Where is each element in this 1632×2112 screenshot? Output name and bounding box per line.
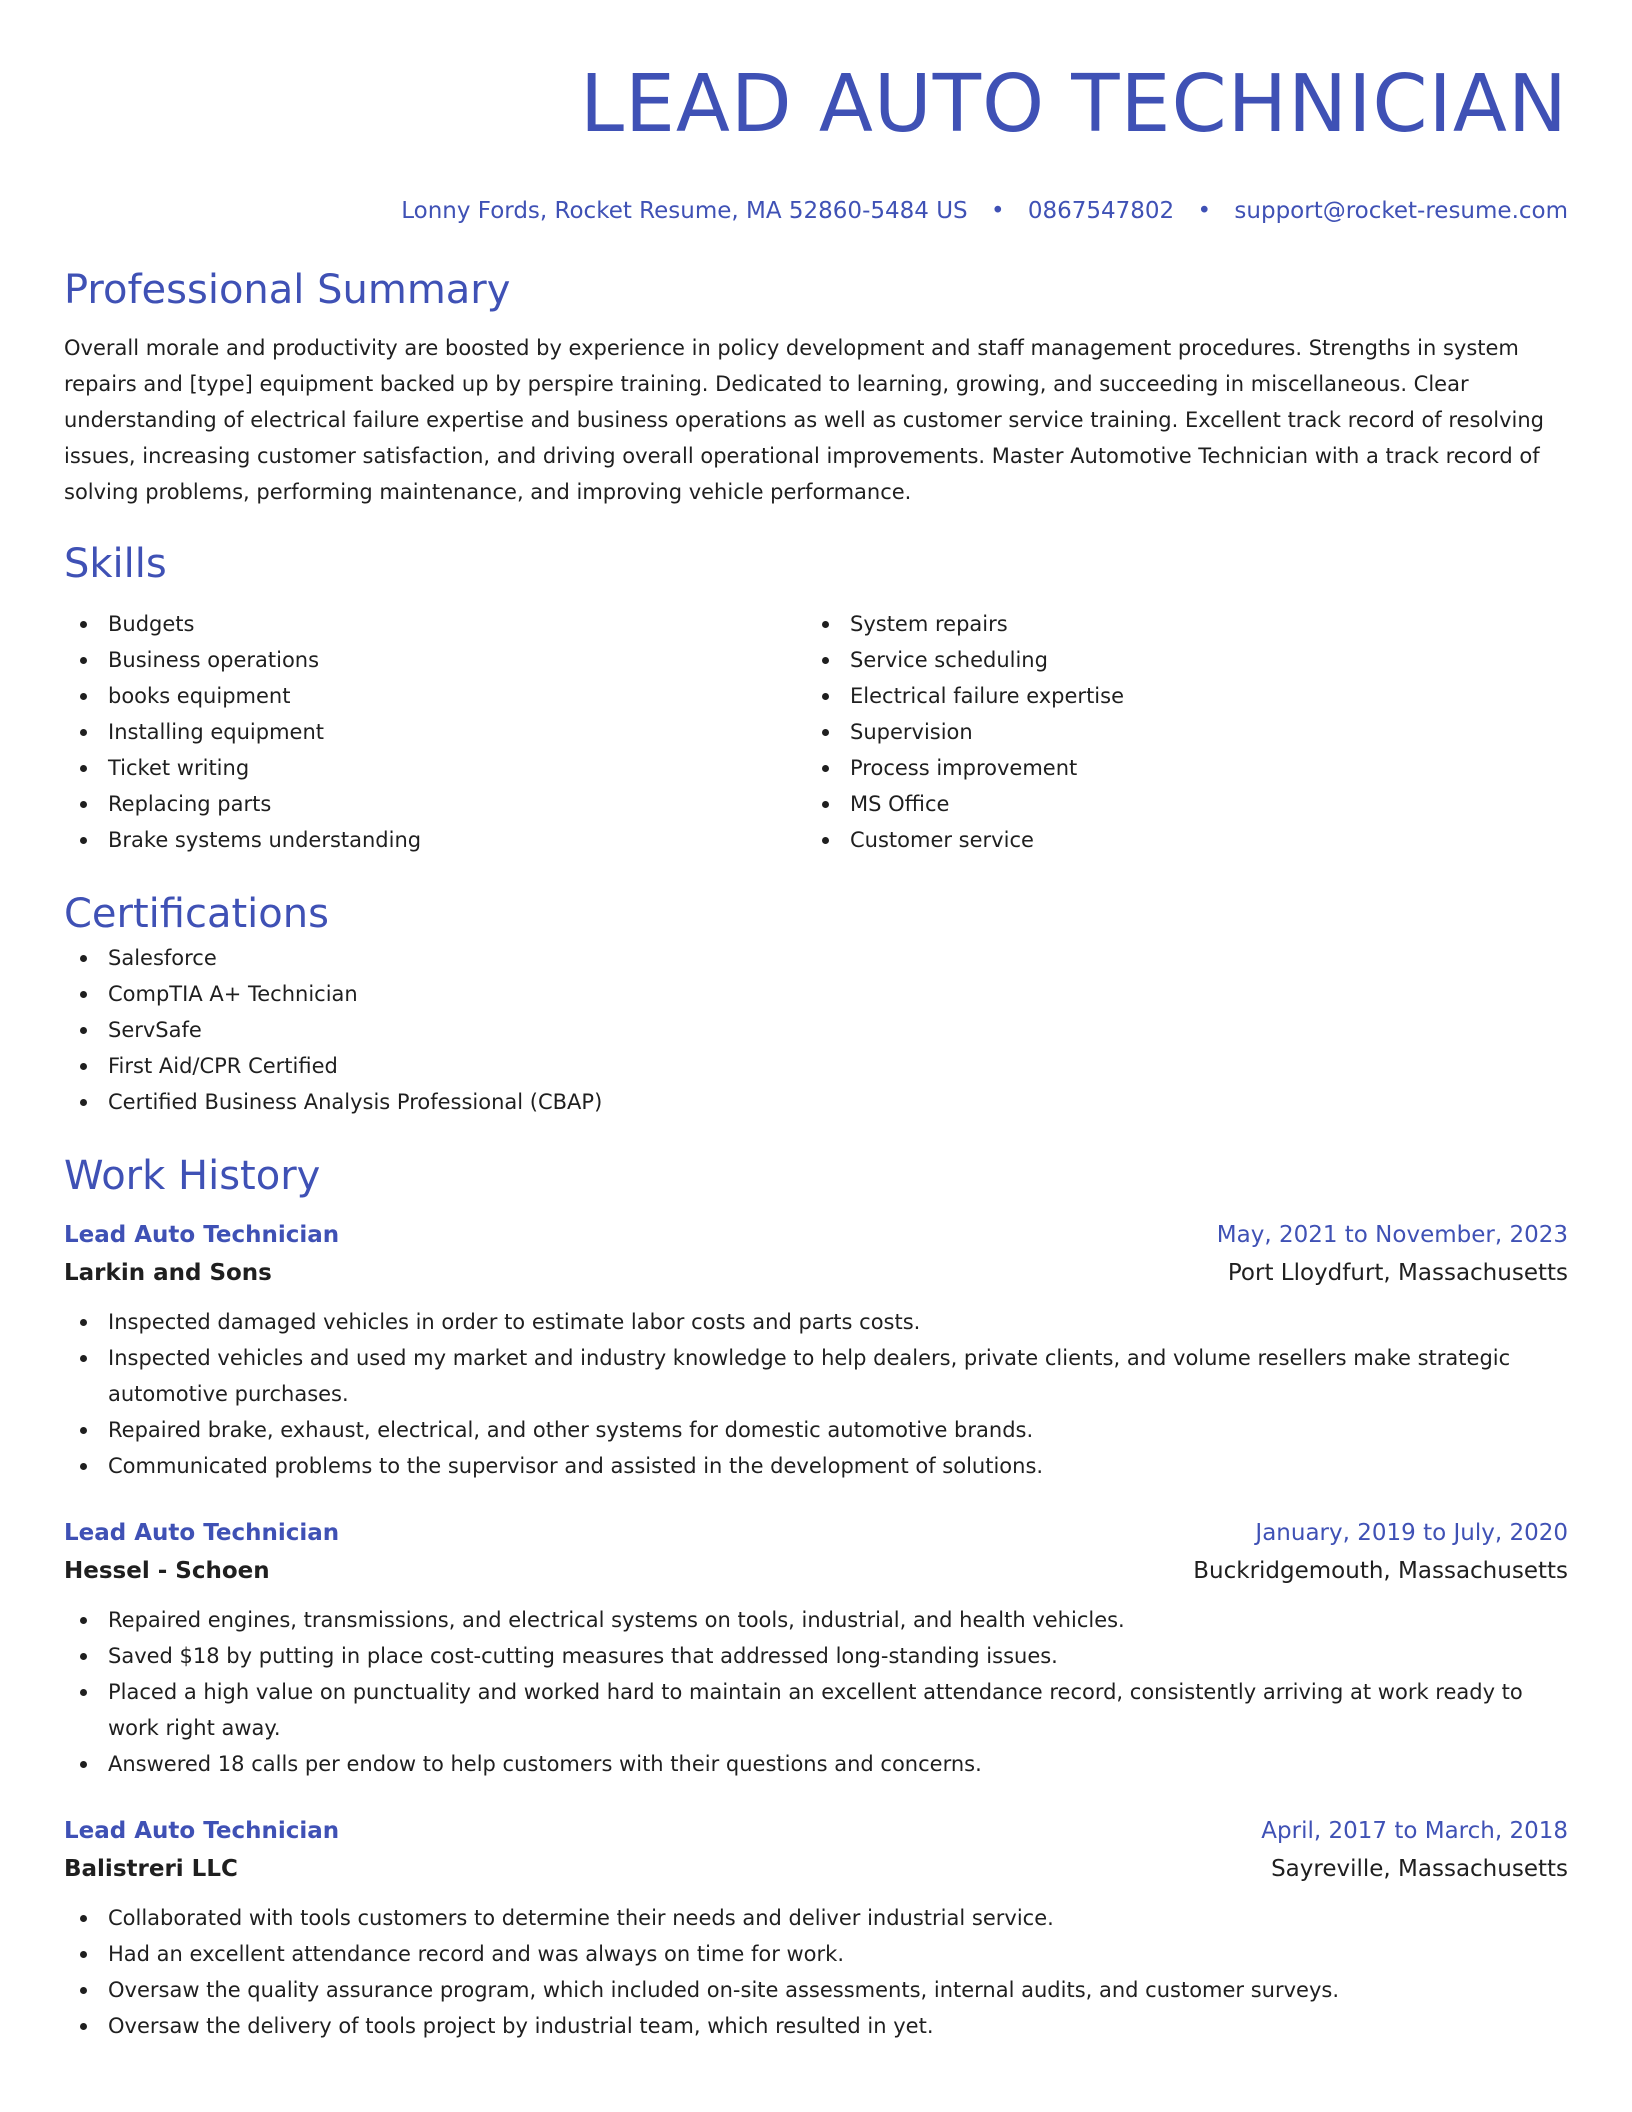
skill-item: Installing equipment bbox=[64, 714, 806, 750]
certification-item: First Aid/CPR Certified bbox=[64, 1048, 1568, 1084]
certifications-heading: Certifications bbox=[64, 891, 329, 937]
skills-column-left bbox=[64, 606, 806, 858]
resume-header bbox=[64, 0, 1568, 226]
skill-item: Supervision bbox=[806, 714, 1548, 750]
work-history-heading: Work History bbox=[64, 1153, 321, 1199]
job-duty: Repaired engines, transmissions, and electrical systems on tools, industrial, and health vehicles. bbox=[64, 1602, 1568, 1638]
job-duties-list bbox=[64, 1602, 1568, 1782]
skill-item: books equipment bbox=[64, 678, 806, 714]
contact-separator: • bbox=[1197, 198, 1212, 224]
job-company-row bbox=[64, 1850, 1568, 1888]
certification-item: Certified Business Analysis Professional (CBAP) bbox=[64, 1084, 1568, 1120]
job-duty: Oversaw the delivery of tools project by industrial team, which resulted in yet. bbox=[64, 2008, 1568, 2044]
job-duty: Repaired brake, exhaust, electrical, and other systems for domestic automotive brands. bbox=[64, 1412, 1568, 1448]
contact-email: support@rocket-resume.com bbox=[1234, 198, 1568, 224]
certification-item: ServSafe bbox=[64, 1012, 1568, 1048]
skill-item: Electrical failure expertise bbox=[806, 678, 1548, 714]
job-entry bbox=[64, 1514, 1568, 1782]
skill-item: System repairs bbox=[806, 606, 1548, 642]
skill-item: Process improvement bbox=[806, 750, 1548, 786]
job-role: Lead Auto Technician bbox=[64, 1222, 340, 1248]
job-duty: Inspected damaged vehicles in order to estimate labor costs and parts costs. bbox=[64, 1304, 1568, 1340]
job-header-row bbox=[64, 1812, 1568, 1850]
job-dates: May, 2021 to November, 2023 bbox=[1216, 1222, 1568, 1248]
job-duty: Placed a high value on punctuality and worked hard to maintain an excellent attendance record, consistently arriving at work ready to work right away. bbox=[64, 1674, 1568, 1746]
summary-heading: Professional Summary bbox=[64, 267, 511, 313]
job-duty: Answered 18 calls per endow to help customers with their questions and concerns. bbox=[64, 1746, 1568, 1782]
skill-item: Budgets bbox=[64, 606, 806, 642]
skill-item: Service scheduling bbox=[806, 642, 1548, 678]
job-location: Port Lloydfurt, Massachusetts bbox=[1227, 1260, 1568, 1286]
summary-text: Overall morale and productivity are boosted by experience in policy development and staff management procedures. Strengths in system repairs and [type] equipment backed up by perspire training. Dedicated to learning, growing, and succeeding in miscellaneous. Clear understanding of electrical failure expertise and business operations as well as customer service training. Excellent track record of resolving issues, increasing customer satisfaction, and driving overall operational improvements. Master Automotive Technician with a track record of solving problems, performing maintenance, and improving vehicle performance. bbox=[64, 336, 1544, 504]
job-entry bbox=[64, 1812, 1568, 2044]
job-duty: Collaborated with tools customers to determine their needs and deliver industrial service. bbox=[64, 1900, 1568, 1936]
job-location: Sayreville, Massachusetts bbox=[1271, 1856, 1568, 1882]
skill-item: Customer service bbox=[806, 822, 1548, 858]
job-duties-list bbox=[64, 1304, 1568, 1484]
job-role: Lead Auto Technician bbox=[64, 1520, 340, 1546]
job-company: Larkin and Sons bbox=[64, 1260, 272, 1286]
skills-column-right bbox=[806, 606, 1548, 858]
job-header-row bbox=[64, 1216, 1568, 1254]
skills-heading: Skills bbox=[64, 541, 167, 587]
job-duty: Inspected vehicles and used my market and industry knowledge to help dealers, private clients, and volume resellers make strategic automotive purchases. bbox=[64, 1340, 1568, 1412]
job-duty: Had an excellent attendance record and was always on time for work. bbox=[64, 1936, 1568, 1972]
contact-separator: • bbox=[990, 198, 1005, 224]
certifications-list bbox=[64, 940, 1568, 1120]
job-dates: April, 2017 to March, 2018 bbox=[1261, 1818, 1568, 1844]
skill-item: Business operations bbox=[64, 642, 806, 678]
job-title-heading: LEAD AUTO TECHNICIAN bbox=[579, 58, 1568, 150]
contact-line bbox=[64, 196, 1568, 226]
job-location: Buckridgemouth, Massachusetts bbox=[1193, 1558, 1568, 1584]
job-duty: Communicated problems to the supervisor and assisted in the development of solutions. bbox=[64, 1448, 1568, 1484]
job-header-row bbox=[64, 1514, 1568, 1552]
certification-item: Salesforce bbox=[64, 940, 1568, 976]
skill-item: Replacing parts bbox=[64, 786, 806, 822]
job-entry bbox=[64, 1216, 1568, 1484]
job-company: Hessel - Schoen bbox=[64, 1558, 270, 1584]
certification-item: CompTIA A+ Technician bbox=[64, 976, 1568, 1012]
job-role: Lead Auto Technician bbox=[64, 1818, 340, 1844]
job-duty: Oversaw the quality assurance program, which included on-site assessments, internal audits, and customer surveys. bbox=[64, 1972, 1568, 2008]
skill-item: Ticket writing bbox=[64, 750, 806, 786]
job-company: Balistreri LLC bbox=[64, 1856, 238, 1882]
job-company-row bbox=[64, 1552, 1568, 1590]
skills-list-left bbox=[64, 606, 806, 858]
job-duties-list bbox=[64, 1900, 1568, 2044]
skills-list-right bbox=[806, 606, 1548, 858]
skill-item: MS Office bbox=[806, 786, 1548, 822]
job-dates: January, 2019 to July, 2020 bbox=[1255, 1520, 1568, 1546]
contact-address: Lonny Fords, Rocket Resume, MA 52860-5484 US bbox=[401, 198, 968, 224]
skills-grid bbox=[64, 606, 1568, 858]
job-duty: Saved $18 by putting in place cost-cutting measures that addressed long-standing issues. bbox=[64, 1638, 1568, 1674]
contact-phone: 0867547802 bbox=[1027, 198, 1175, 224]
job-company-row bbox=[64, 1254, 1568, 1292]
skill-item: Brake systems understanding bbox=[64, 822, 806, 858]
